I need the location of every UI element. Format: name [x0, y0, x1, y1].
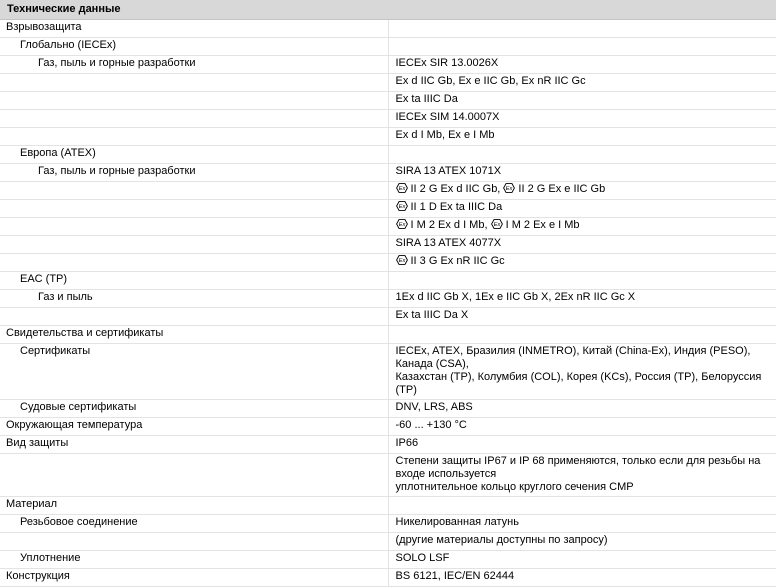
row-label: Глобально (IECEx): [0, 38, 388, 56]
row-label: [0, 128, 388, 146]
table-row: [0, 218, 776, 236]
table-row: [0, 146, 776, 164]
row-value: SIRA 13 ATEX 4077X: [388, 236, 776, 254]
table-row: [0, 164, 776, 182]
row-value: -60 ... +130 °C: [388, 418, 776, 436]
ex-hexagon-icon: [396, 183, 408, 193]
marking-text: II 3 G Ex nR IIC Gc: [411, 255, 505, 267]
marking-text: I M 2 Ex d I Mb,: [411, 219, 491, 231]
row-label: [0, 254, 388, 272]
row-label: Вид защиты: [0, 436, 388, 454]
row-label: [0, 110, 388, 128]
table-row: [0, 20, 776, 38]
row-value: Ex d I Mb, Ex e I Mb: [388, 128, 776, 146]
table-title: Технические данные: [0, 0, 776, 20]
row-label: Уплотнение: [0, 551, 388, 569]
row-value: [388, 254, 776, 272]
row-label: Газ, пыль и горные разработки: [0, 56, 388, 74]
row-value: Ex ta IIIC Da: [388, 92, 776, 110]
row-label: Взрывозащита: [0, 20, 388, 38]
row-value: Никелированная латунь: [388, 515, 776, 533]
row-value: BS 6121, IEC/EN 62444: [388, 569, 776, 587]
row-label: [0, 182, 388, 200]
row-label: Резьбовое соединение: [0, 515, 388, 533]
table-row: [0, 515, 776, 533]
row-label: [0, 74, 388, 92]
table-row: [0, 551, 776, 569]
row-value: DNV, LRS, ABS: [388, 400, 776, 418]
svg-text:Ex: Ex: [398, 204, 405, 210]
ex-hexagon-icon: [396, 219, 408, 229]
ex-hexagon-icon: [396, 201, 408, 211]
table-row: [0, 569, 776, 587]
row-value: Ex ta IIIC Da X: [388, 308, 776, 326]
row-label: [0, 454, 388, 497]
row-label: Свидетельства и сертификаты: [0, 326, 388, 344]
svg-text:Ex: Ex: [398, 222, 405, 228]
row-label: Окружающая температура: [0, 418, 388, 436]
row-value: [388, 200, 776, 218]
table-row: [0, 92, 776, 110]
table-row: [0, 454, 776, 497]
row-value: [388, 20, 776, 38]
row-label: Сертификаты: [0, 344, 388, 400]
value-line: Степени защиты IP67 и IP 68 применяются, только если для резьбы на входе используется: [396, 455, 776, 481]
row-value: [388, 146, 776, 164]
value-line: уплотнительное кольцо круглого сечения CMP: [396, 481, 776, 494]
row-label: [0, 236, 388, 254]
row-label: Конструкция: [0, 569, 388, 587]
marking-text: II 1 D Ex ta IIIC Da: [411, 201, 503, 213]
value-line: Казахстан (TP), Колумбия (COL), Корея (KCs), Россия (TP), Белоруссия (TP): [396, 371, 776, 397]
table-row: [0, 110, 776, 128]
svg-text:Ex: Ex: [493, 222, 500, 228]
ex-hexagon-icon: [396, 255, 408, 265]
row-value: [388, 497, 776, 515]
table-row: [0, 497, 776, 515]
marking-text: I M 2 Ex e I Mb: [506, 219, 580, 231]
row-value: [388, 326, 776, 344]
row-label: Газ и пыль: [0, 290, 388, 308]
row-value: IECEx SIR 13.0026X: [388, 56, 776, 74]
table-row: [0, 400, 776, 418]
table-row: [0, 236, 776, 254]
svg-text:Ex: Ex: [398, 186, 405, 192]
table-row: [0, 200, 776, 218]
svg-text:Ex: Ex: [506, 186, 513, 192]
table-row: [0, 254, 776, 272]
table-row: [0, 436, 776, 454]
row-label: [0, 218, 388, 236]
row-value: [388, 344, 776, 400]
row-value: IP66: [388, 436, 776, 454]
row-value: [388, 38, 776, 56]
row-value: [388, 182, 776, 200]
ex-hexagon-icon: [491, 219, 503, 229]
ex-hexagon-icon: [503, 183, 515, 193]
table-row: [0, 290, 776, 308]
table-row: [0, 56, 776, 74]
row-value: IECEx SIM 14.0007X: [388, 110, 776, 128]
table-row: [0, 38, 776, 56]
row-value: [388, 454, 776, 497]
table-row: [0, 74, 776, 92]
table-row: [0, 128, 776, 146]
table-row: [0, 308, 776, 326]
row-label: Материал: [0, 497, 388, 515]
row-label: Судовые сертификаты: [0, 400, 388, 418]
marking-text: II 2 G Ex e IIC Gb: [518, 183, 605, 195]
table-row: [0, 182, 776, 200]
row-label: Газ, пыль и горные разработки: [0, 164, 388, 182]
row-label: Европа (ATEX): [0, 146, 388, 164]
row-value: (другие материалы доступны по запросу): [388, 533, 776, 551]
row-label: [0, 533, 388, 551]
table-row: [0, 344, 776, 400]
table-row: [0, 418, 776, 436]
row-value: Ex d IIC Gb, Ex e IIC Gb, Ex nR IIC Gc: [388, 74, 776, 92]
row-label: EAC (TP): [0, 272, 388, 290]
row-label: [0, 200, 388, 218]
row-value: [388, 272, 776, 290]
row-label: [0, 92, 388, 110]
table-row: [0, 326, 776, 344]
table-row: [0, 272, 776, 290]
row-value: SOLO LSF: [388, 551, 776, 569]
row-label: [0, 308, 388, 326]
table-header-row: [0, 0, 776, 20]
svg-text:Ex: Ex: [398, 258, 405, 264]
row-value: SIRA 13 ATEX 1071X: [388, 164, 776, 182]
value-line: IECEx, ATEX, Бразилия (INMETRO), Китай (China-Ex), Индия (PESO), Канада (CSA),: [396, 345, 776, 371]
table-row: [0, 533, 776, 551]
row-value: [388, 218, 776, 236]
row-value: 1Ex d IIC Gb X, 1Ex e IIC Gb X, 2Ex nR IIC Gc X: [388, 290, 776, 308]
marking-text: II 2 G Ex d IIC Gb,: [411, 183, 504, 195]
